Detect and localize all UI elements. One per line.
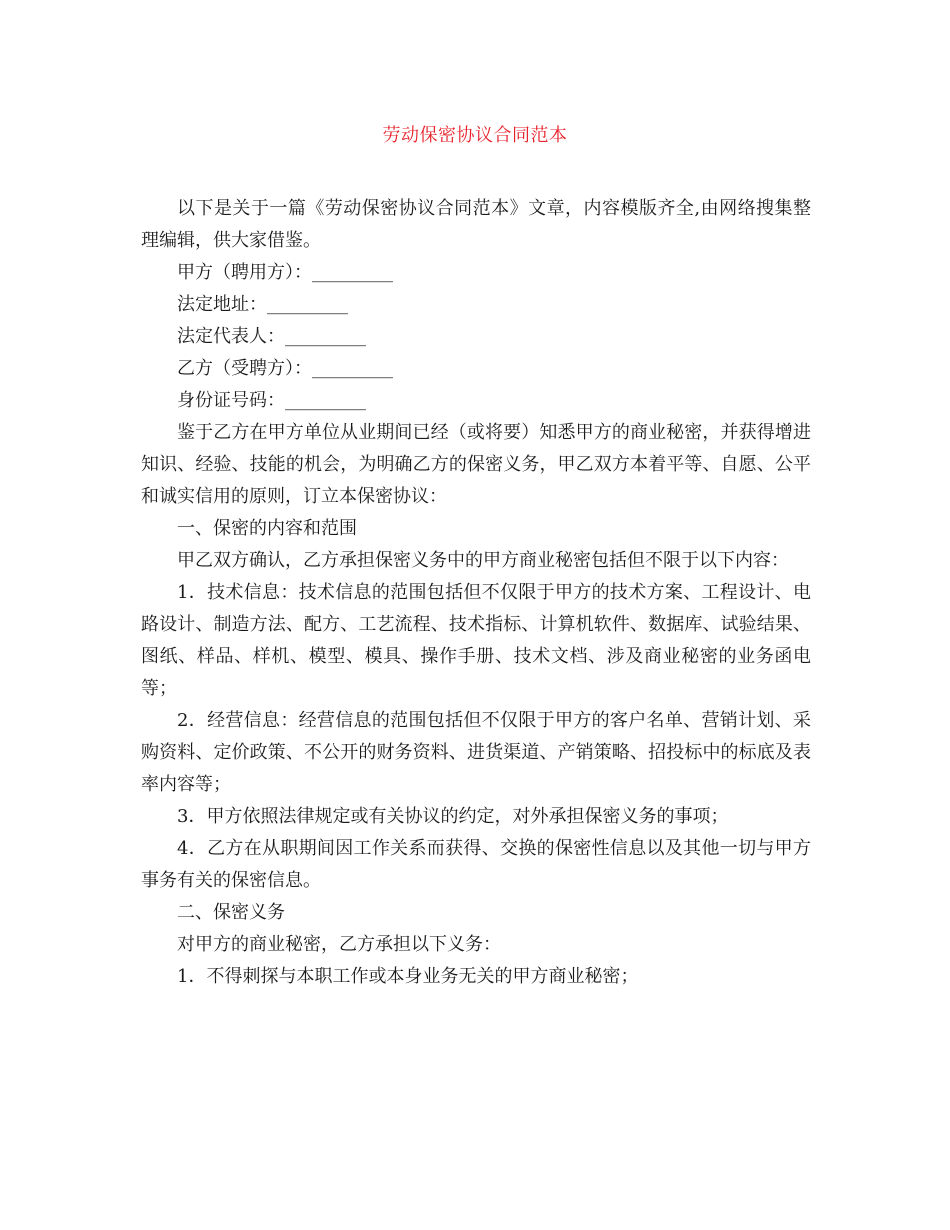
paragraph-obligations-intro: 对甲方的商业秘密，乙方承担以下义务： — [177, 934, 501, 955]
paragraph-obligation-1: 1．不得刺探与本职工作或本身业务无关的甲方商业秘密； — [177, 966, 639, 987]
paragraph-legal-address: 法定地址：_________ — [177, 294, 348, 315]
section-heading-1: 一、保密的内容和范围 — [177, 518, 357, 539]
paragraph-scope-intro: 甲乙双方确认，乙方承担保密义务中的甲方商业秘密包括但不限于以下内容： — [177, 550, 789, 571]
paragraph-id-number: 身份证号码：_________ — [177, 390, 366, 411]
paragraph-intro: 以下是关于一篇《劳动保密协议合同范本》文章，内容模版齐全,由网络搜集整理编辑，供大家借鉴。 — [141, 198, 811, 251]
paragraph-item-other-info: 4．乙方在从职期间因工作关系而获得、交换的保密性信息以及其他一切与甲方事务有关的保密信息。 — [141, 838, 811, 891]
section-heading-2: 二、保密义务 — [177, 902, 285, 923]
document-title: 劳动保密协议合同范本 — [382, 125, 568, 146]
paragraph-legal-representative: 法定代表人：_________ — [177, 326, 366, 347]
paragraph-party-b: 乙方（受聘方）：_________ — [177, 358, 393, 379]
document-body — [141, 193, 811, 993]
paragraph-item-legal-obligations: 3．甲方依照法律规定或有关协议的约定，对外承担保密义务的事项； — [177, 806, 729, 827]
paragraph-preamble: 鉴于乙方在甲方单位从业期间已经（或将要）知悉甲方的商业秘密，并获得增进知识、经验、技能的机会，为明确乙方的保密义务，甲乙双方本着平等、自愿、公平和诚实信用的原则，订立本保密协议： — [141, 422, 811, 507]
paragraph-party-a: 甲方（聘用方）：_________ — [177, 262, 393, 283]
paragraph-item-technical-info: 1．技术信息：技术信息的范围包括但不仅限于甲方的技术方案、工程设计、电路设计、制造方法、配方、工艺流程、技术指标、计算机软件、数据库、试验结果、图纸、样品、样机、模型、模具、操作手册、技术文档、涉及商业秘密的业务函电等； — [141, 582, 811, 699]
paragraph-item-business-info: 2．经营信息：经营信息的范围包括但不仅限于甲方的客户名单、营销计划、采购资料、定价政策、不公开的财务资料、进货渠道、产销策略、招投标中的标底及表率内容等； — [141, 710, 811, 795]
